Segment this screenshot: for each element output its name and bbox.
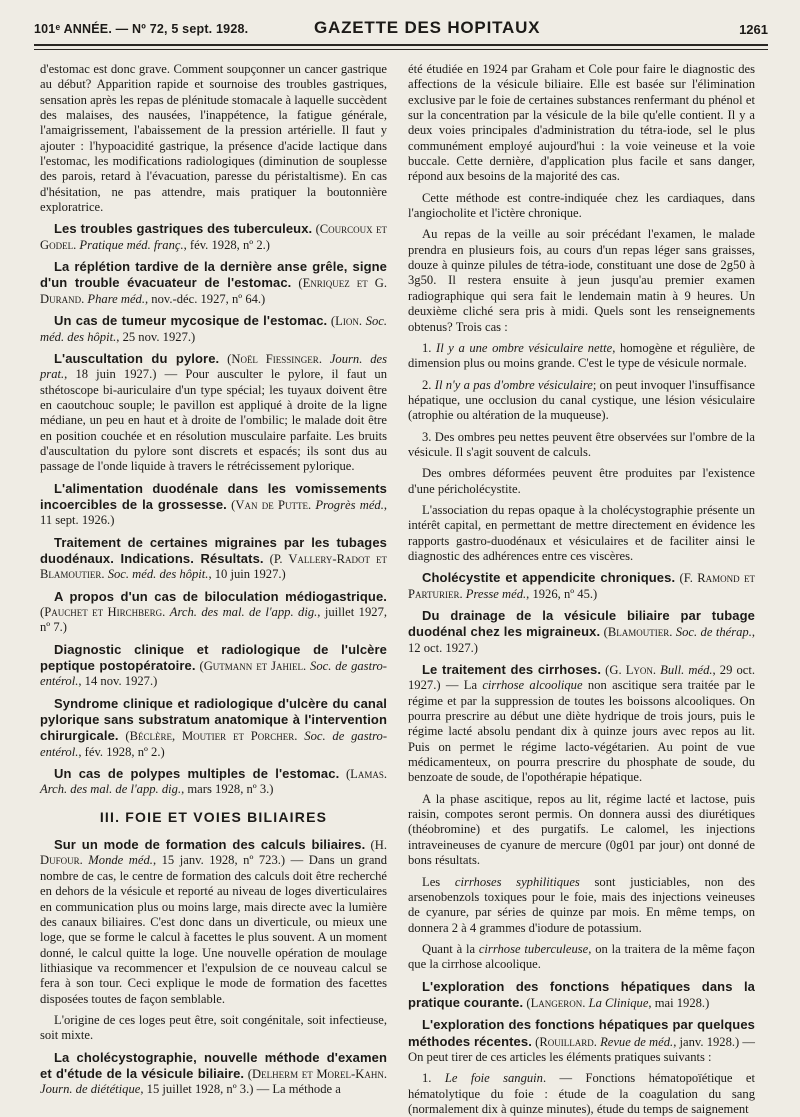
entry-exploration-1 xyxy=(408,979,755,1012)
entry-cholecystographie xyxy=(40,1050,387,1098)
entry-source: (G. Lyon. Bull. méd., 29 oct. 1927.) xyxy=(408,663,756,693)
entry-title: Syndrome clinique et radiologique d'ulcère du canal pylorique sans substratum anatomique à l'intervention chirurgicale. xyxy=(40,695,387,744)
journal-title: GAZETTE DES HOPITAUX xyxy=(314,18,541,37)
entry-5 xyxy=(40,535,387,583)
entry-title: Traitement de certaines migraines par les tubages duodénaux. Indications. Résultats. xyxy=(40,534,387,566)
intro-paragraph: d'estomac est donc grave. Comment soupçonner un cancer gastrique au début? Apparition rapide et sournoise des troubles gastriques, sensation après les repas de plénitude stomacale à laquelle succèdent des malaises, des nausées, l'inappétence, la fatigue générale, l'amaigrissement, l'abaissement de la pression artérielle. Il faut y ajouter : l'hypoacidité gastrique, la présence d'acide lactique dans l'estomac, les modifications radiologiques (diminution de souplesse des parois, retard à l'évacuation, paresse du péristaltisme). En cas d'hésitation, ne pas attendre, mais pratiquer la boutonnière exploratrice. xyxy=(40,62,387,215)
entry-source: (Enriquez et G. Durand. Phare méd., nov.-déc. 1927, nº 64.) xyxy=(40,276,387,306)
entry-source: (Delherm et Morel-Kahn. Journ. de diététique, 15 juillet 1928, nº 3.) xyxy=(40,1066,387,1097)
page-number: 1261 xyxy=(739,22,768,37)
entry-title: Sur un mode de formation des calculs biliaires. xyxy=(54,837,366,853)
chole-deformed: Des ombres déformées peuvent être produites par l'existence d'une péricholécystite. xyxy=(408,466,755,496)
entry-source: (Béclère, Moutier et Porcher. Soc. de gastro-entérol., fév. 1928, nº 2.) xyxy=(40,729,388,759)
entry-source: (Lamas. Arch. des mal. de l'app. dig., mars 1928, nº 3.) xyxy=(40,767,387,797)
header-rule-thin xyxy=(34,49,768,50)
entry-title: Un cas de polypes multiples de l'estomac. xyxy=(54,766,340,782)
entry-source: (P. Vallery-Radot et Blamoutier. Soc. méd. des hôpit., 10 juin 1927.) xyxy=(40,551,387,582)
entry-title: La cholécystographie, nouvelle méthode d'examen et d'étude de la vésicule biliaire. xyxy=(40,1049,387,1081)
section-heading: III. FOIE ET VOIES BILIAIRES xyxy=(99,808,328,825)
entry-title: Un cas de tumeur mycosique de l'estomac. xyxy=(54,313,328,329)
entry-source: (Gutmann et Jahiel. Soc. de gastro-entérol., 14 nov. 1927.) xyxy=(40,659,387,689)
entry-6 xyxy=(40,589,387,636)
header-rule-thick xyxy=(34,44,768,46)
entry-2 xyxy=(40,313,387,345)
entry-title: Cholécystite et appendicite chroniques. xyxy=(422,570,676,586)
foie-sanguin: 1. Le foie sanguin. — Fonctions hématopoïétique et hématolytique du foie : étude de la coagulation du sang (normalement dix à quinze minutes), étude du temps de saignement xyxy=(408,1071,755,1116)
entry-title: Du drainage de la vésicule biliaire par tubage duodénal chez les migraineux. xyxy=(408,608,755,640)
entry-3 xyxy=(40,351,387,475)
chole-association: L'association du repas opaque à la cholécystographie présente un intérêt capital, en permettant de mettre directement en évidence les rapports gastro-duodénaux et vésiculaires et de faciliter ainsi le diagnostic des adhérences entre ces viscères. xyxy=(408,502,755,563)
entry-title: Les troubles gastriques des tuberculeux. xyxy=(54,221,313,237)
entry-8 xyxy=(40,696,387,760)
entry-title: L'exploration des fonctions hépatiques par quelques méthodes récentes. xyxy=(408,1017,755,1049)
case-1: 1. Il y a une ombre vésiculaire nette, homogène et régulière, de dimension plus ou moins grande. C'est le type de vésicule normale. xyxy=(408,340,755,371)
entry-source: (Pauchet et Hirchberg. Arch. des mal. de l'app. dig., juillet 1927, nº 7.) xyxy=(40,605,388,635)
case-2: 2. Il n'y a pas d'ombre vésiculaire; on peut invoquer l'insuffisance hépatique, une occlusion du canal cystique, une lésion vésiculaire (atrophie ou altération de la muqueuse). xyxy=(408,377,755,423)
entry-source: (Noël Fiessinger. Journ. des prat., 18 juin 1927.) xyxy=(40,351,388,382)
entry-body: — La méthode a xyxy=(253,1082,341,1097)
entry-cirrhoses: Le traitement des cirrhoses. (G. Lyon. Bull. méd., 29 oct. 1927.) — La cirrhose alcoolique non ascitique sera traitée par le régime et par la suppression de toutes les boissons alcooliques. On pourra prescrire au début une diète hydrique de trois jours, puis le régime lacté absolu pendant dix à quinze jours avec repos au lit. Puis on permet le régime lacto-végétarien. Au point de vue médicamenteux, on pourra prescrire du phosphate de soude, du benzoate de soude, de l'opothérapie hépatique. xyxy=(408,662,756,785)
entry-source: (Lion. Soc. méd. des hôpit., 25 nov. 1927.) xyxy=(40,314,387,344)
entry-calculs xyxy=(40,837,387,1007)
entry-source: (Blamoutier. Soc. de thérap., 12 oct. 1927.) xyxy=(408,625,756,655)
entry-title: L'alimentation duodénale dans les vomissements incoercibles de la grossesse. xyxy=(40,480,387,512)
entry-1 xyxy=(40,259,387,307)
entry-title: Diagnostic clinique et radiologique de l'ulcère peptique postopératoire. xyxy=(40,641,387,674)
entry-4 xyxy=(40,481,387,529)
entry-0 xyxy=(40,221,387,253)
chole-contraindications: Cette méthode est contre-indiquée chez les cardiaques, dans l'angiocholite et l'ictère chronique. xyxy=(408,190,755,221)
entry-drainage xyxy=(408,608,755,656)
case-3: 3. Des ombres peu nettes peuvent être observées sur l'ombre de la vésicule. Il s'agit souvent de calculs. xyxy=(408,429,755,459)
entry-exploration-2: L'exploration des fonctions hépatiques par quelques méthodes récentes. (Rouillard. Revue de méd., janv. 1928.) — On peut tirer de ces articles les éléments pratiques suivants : xyxy=(408,1017,756,1064)
entry-calculs-para2: L'origine de ces loges peut être, soit congénitale, soit infectieuse, soit mixte. xyxy=(40,1012,387,1043)
entry-title: A propos d'un cas de biloculation médiogastrique. xyxy=(54,588,387,604)
issue-info: 101ᵉ ANNÉE. — Nº 72, 5 sept. 1928. xyxy=(34,22,249,36)
chole-procedure: Au repas de la veille au soir précédant l'examen, le malade prendra en plusieurs fois, au cours d'un repas léger sans graisses, douze à quinze pilules de tétra-iode, constituant une dose de 2g50 à 3g50. Il restera ensuite à jeun jusqu'au premier examen radiographique qui sera fait le lendemain matin à 9 heures. Un deuxième cliché sera pris à midi. Quels sont les renseignements obtenus? Trois cas : xyxy=(408,227,755,334)
entry-title: La réplétion tardive de la dernière anse grêle, signe d'un trouble évacuateur de l'estomac. xyxy=(40,259,387,291)
cirrhose-tuberculeuse: Quant à la cirrhose tuberculeuse, on la traitera de la même façon que la cirrhose alcoolique. xyxy=(408,941,755,972)
entry-title: L'auscultation du pylore. xyxy=(54,350,220,366)
entry-source: (F. Ramond et Parturier. Presse méd., 1926, nº 45.) xyxy=(408,571,755,601)
right-column xyxy=(408,62,756,1116)
entry-source: (Rouillard. Revue de méd., janv. 1928.) xyxy=(535,1034,740,1049)
entry-source: (Van de Putte. Progrès méd., 11 sept. 1926.) xyxy=(40,497,388,528)
entry-7 xyxy=(40,642,387,690)
page-header xyxy=(34,14,768,42)
entry-body: — Dans un grand nombre de cas, le centre de formation des calculs doit être recherché en dehors de la vésicule et reporté au niveau de loges diverticulaires en communication plus ou moins large, mais directe avec la lumière des canaux biliaires. C'est donc dans un diverticule, ou mieux une loge, que se forme le calcul à facettes le plus souvent. A un moment donné, le calcul quitte la loge. Une nouvelle opération de moulage lithiasique va recommencer et l'expulsion de ce nouveau calcul se fera à son tour. Ceci explique le mode de formation des facettes disposées toutes de façon semblable. xyxy=(40,853,387,1006)
entry-9 xyxy=(40,766,387,798)
entry-title: Le traitement des cirrhoses. xyxy=(422,662,602,678)
entry-appendicite xyxy=(408,570,755,602)
cirrhoses-syphilitiques: Les cirrhoses syphilitiques sont justiciables, non des arsenobenzols toxiques pour le foie, mais des injections veineuses de cyanure, par séries de quinze par mois. En même temps, on donnera 2 à 4 grammes d'iodure de potassium. xyxy=(408,874,755,935)
entry-source: (Courcoux et Godel. Pratique méd. franç., fév. 1928, nº 2.) xyxy=(40,222,387,252)
left-column xyxy=(40,62,387,1102)
chole-continued: été étudiée en 1924 par Graham et Cole pour faire le diagnostic des affections de la vésicule biliaire. Elle est basée sur l'élimination exclusive par le foie de certaines substances renfermant du phénol et sur la concentration par la vésicule de la bile qu'elle contient. Il y a deux voies principales d'administration du tétra-iode, sel le plus communément employé aujourd'hui : la voie veineuse et la voie buccale. Cette dernière, d'application plus facile et sans danger, répond aux besoins de la majorité des cas. xyxy=(408,62,755,184)
entry-source: (Langeron. La Clinique, mai 1928.) xyxy=(526,995,710,1010)
entry-title: L'exploration des fonctions hépatiques dans la pratique courante. xyxy=(408,978,755,1010)
cirrhoses-ascitique: A la phase ascitique, repos au lit, régime lacté et lactose, puis raisin, compotes seront permis. On donnera aussi des diurétiques (théobromine) et des purgatifs. Le calomel, les injections intraveineuses de cyanure de mercure (0g01 par jour) ont donné de bons résultats. xyxy=(408,791,755,868)
entry-body: — Pour ausculter le pylore, il faut un sthétoscope bi-auriculaire d'un type spécial; les tuyaux doivent être en caoutchouc souple; le pavillon est appliqué à droite de la ligne médiane, un peu en haut et à droite de l'ombilic; le malade doit être en position couchée et en résolution musculaire parfaite. Les bruits d'auscultation du pylore sont discrets et espacés; ils sont dus au passage de l'onde liquide à travers le rétrécissement pylorique. xyxy=(40,367,387,474)
entry-source: (H. Dufour. Monde méd., 15 janv. 1928, nº 723.) xyxy=(40,838,387,868)
